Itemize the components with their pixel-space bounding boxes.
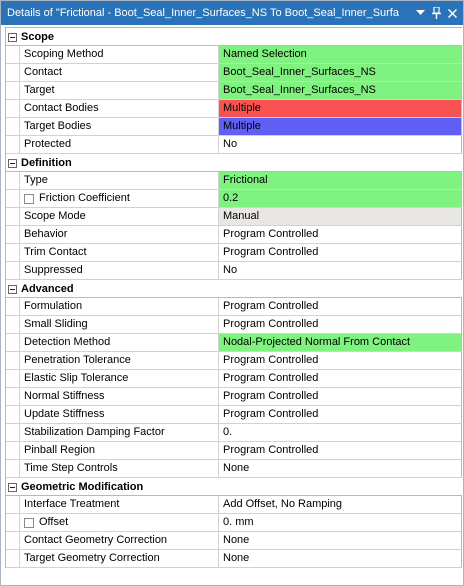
property-name-cell: [19, 424, 219, 441]
property-row[interactable]: [6, 100, 462, 118]
group-label: Scope: [21, 31, 55, 43]
property-value[interactable]: 0.2: [219, 190, 462, 207]
property-row[interactable]: [6, 244, 462, 262]
property-row[interactable]: [6, 208, 462, 226]
property-value[interactable]: None: [219, 532, 462, 549]
property-value[interactable]: None: [219, 460, 462, 477]
property-name-cell: [19, 496, 219, 513]
property-name-cell: [19, 352, 219, 369]
row-indent: [6, 190, 19, 207]
property-row[interactable]: [6, 460, 462, 478]
property-value[interactable]: Program Controlled: [219, 244, 462, 261]
row-indent: [6, 172, 19, 189]
row-indent: [6, 298, 19, 315]
property-name-cell: [19, 460, 219, 477]
property-row[interactable]: [6, 46, 462, 64]
property-name-cell: [19, 262, 219, 279]
property-name-cell: [19, 532, 219, 549]
row-indent: [6, 208, 19, 225]
property-value[interactable]: Multiple: [219, 100, 462, 117]
property-name-cell: [19, 118, 219, 135]
group-label: Definition: [21, 157, 72, 169]
dropdown-arrow-icon[interactable]: [413, 4, 427, 22]
collapse-icon[interactable]: [6, 478, 19, 496]
property-value[interactable]: Manual: [219, 208, 462, 225]
property-name-cell: [19, 370, 219, 387]
property-name-cell: [19, 64, 219, 81]
property-value[interactable]: No: [219, 136, 462, 153]
property-name: Type: [24, 174, 48, 186]
property-row[interactable]: [6, 424, 462, 442]
property-value[interactable]: 0.: [219, 424, 462, 441]
property-name: Stabilization Damping Factor: [24, 426, 165, 438]
row-indent: [6, 82, 19, 99]
property-row[interactable]: [6, 298, 462, 316]
property-name-cell: [19, 172, 219, 189]
property-value[interactable]: Boot_Seal_Inner_Surfaces_NS: [219, 64, 462, 81]
property-name: Trim Contact: [24, 246, 87, 258]
property-name: Friction Coefficient: [39, 192, 130, 204]
property-row[interactable]: [6, 496, 462, 514]
property-name: Contact Bodies: [24, 102, 99, 114]
group-header-geometric-modification[interactable]: [6, 478, 462, 496]
property-name: Target: [24, 84, 55, 96]
group-header-definition[interactable]: [6, 154, 462, 172]
property-name-cell: [19, 46, 219, 63]
row-indent: [6, 262, 19, 279]
property-name-cell: [19, 550, 219, 567]
collapse-icon[interactable]: [6, 28, 19, 46]
row-indent: [6, 370, 19, 387]
property-row[interactable]: [6, 136, 462, 154]
property-row[interactable]: [6, 316, 462, 334]
parameter-checkbox[interactable]: [24, 518, 34, 528]
collapse-icon[interactable]: [6, 280, 19, 298]
property-name: Small Sliding: [24, 318, 88, 330]
property-value[interactable]: Named Selection: [219, 46, 462, 63]
property-row[interactable]: [6, 370, 462, 388]
row-indent: [6, 136, 19, 153]
property-name: Pinball Region: [24, 444, 95, 456]
property-name-cell: [19, 514, 219, 531]
collapse-icon[interactable]: [6, 154, 19, 172]
property-value[interactable]: Nodal-Projected Normal From Contact: [219, 334, 462, 351]
property-name-cell: [19, 190, 219, 207]
property-name: Update Stiffness: [24, 408, 105, 420]
property-row[interactable]: [6, 172, 462, 190]
row-indent: [6, 244, 19, 261]
property-name-cell: [19, 334, 219, 351]
property-value[interactable]: 0. mm: [219, 514, 462, 531]
property-name-cell: [19, 298, 219, 315]
property-name-cell: [19, 100, 219, 117]
property-row[interactable]: [6, 514, 462, 532]
property-value[interactable]: Boot_Seal_Inner_Surfaces_NS: [219, 82, 462, 99]
parameter-checkbox[interactable]: [24, 194, 34, 204]
property-name: Detection Method: [24, 336, 111, 348]
row-indent: [6, 334, 19, 351]
property-value[interactable]: None: [219, 550, 462, 567]
property-name-cell: [19, 226, 219, 243]
group-header-advanced[interactable]: [6, 280, 462, 298]
pin-icon[interactable]: [429, 4, 443, 22]
row-indent: [6, 100, 19, 117]
property-value[interactable]: Program Controlled: [219, 370, 462, 387]
property-value[interactable]: Program Controlled: [219, 352, 462, 369]
property-row[interactable]: [6, 190, 462, 208]
property-row[interactable]: [6, 262, 462, 280]
title-bar[interactable]: [1, 1, 463, 25]
row-indent: [6, 514, 19, 531]
property-name: Scoping Method: [24, 48, 104, 60]
property-name-cell: [19, 136, 219, 153]
property-row[interactable]: [6, 550, 462, 568]
window-title: Details of "Frictional - Boot_Seal_Inner_Surfaces_NS To Boot_Seal_Inner_Surfa: [7, 7, 399, 19]
property-name: Interface Treatment: [24, 498, 120, 510]
property-name: Formulation: [24, 300, 83, 312]
row-indent: [6, 550, 19, 567]
property-value[interactable]: Add Offset, No Ramping: [219, 496, 462, 513]
property-value[interactable]: Program Controlled: [219, 406, 462, 423]
property-row[interactable]: [6, 388, 462, 406]
property-name: Contact Geometry Correction: [24, 534, 168, 546]
property-row[interactable]: [6, 64, 462, 82]
property-name: Suppressed: [24, 264, 83, 276]
property-name: Target Bodies: [24, 120, 92, 132]
group-label: Geometric Modification: [21, 481, 144, 493]
property-row[interactable]: [6, 406, 462, 424]
group-header-scope[interactable]: [6, 28, 462, 46]
property-name: Scope Mode: [24, 210, 86, 222]
property-name-cell: [19, 82, 219, 99]
property-row[interactable]: [6, 442, 462, 460]
property-row[interactable]: [6, 118, 462, 136]
close-icon[interactable]: [445, 4, 459, 22]
row-indent: [6, 532, 19, 549]
row-indent: [6, 352, 19, 369]
property-name-cell: [19, 388, 219, 405]
row-indent: [6, 496, 19, 513]
property-value[interactable]: Program Controlled: [219, 226, 462, 243]
property-value[interactable]: No: [219, 262, 462, 279]
property-name: Time Step Controls: [24, 462, 118, 474]
row-indent: [6, 460, 19, 477]
property-name-cell: [19, 244, 219, 261]
property-name-cell: [19, 208, 219, 225]
property-name: Offset: [39, 516, 69, 528]
property-name-cell: [19, 316, 219, 333]
property-row[interactable]: [6, 334, 462, 352]
property-name: Penetration Tolerance: [24, 354, 131, 366]
row-indent: [6, 46, 19, 63]
row-indent: [6, 118, 19, 135]
property-name: Contact: [24, 66, 62, 78]
row-indent: [6, 442, 19, 459]
row-indent: [6, 226, 19, 243]
property-name: Elastic Slip Tolerance: [24, 372, 129, 384]
property-value[interactable]: Multiple: [219, 118, 462, 135]
row-indent: [6, 424, 19, 441]
property-grid: [5, 27, 462, 568]
property-value[interactable]: Program Controlled: [219, 298, 462, 315]
group-label: Advanced: [21, 283, 74, 295]
property-value[interactable]: Program Controlled: [219, 388, 462, 405]
row-indent: [6, 406, 19, 423]
property-value[interactable]: Frictional: [219, 172, 462, 189]
property-row[interactable]: [6, 352, 462, 370]
property-name: Target Geometry Correction: [24, 552, 160, 564]
property-row[interactable]: [6, 226, 462, 244]
property-name: Protected: [24, 138, 72, 150]
property-value[interactable]: Program Controlled: [219, 442, 462, 459]
property-row[interactable]: [6, 532, 462, 550]
row-indent: [6, 388, 19, 405]
property-name-cell: [19, 442, 219, 459]
row-indent: [6, 64, 19, 81]
row-indent: [6, 316, 19, 333]
property-name: Normal Stiffness: [24, 390, 105, 402]
property-name-cell: [19, 406, 219, 423]
property-row[interactable]: [6, 82, 462, 100]
property-value[interactable]: Program Controlled: [219, 316, 462, 333]
property-name: Behavior: [24, 228, 68, 240]
